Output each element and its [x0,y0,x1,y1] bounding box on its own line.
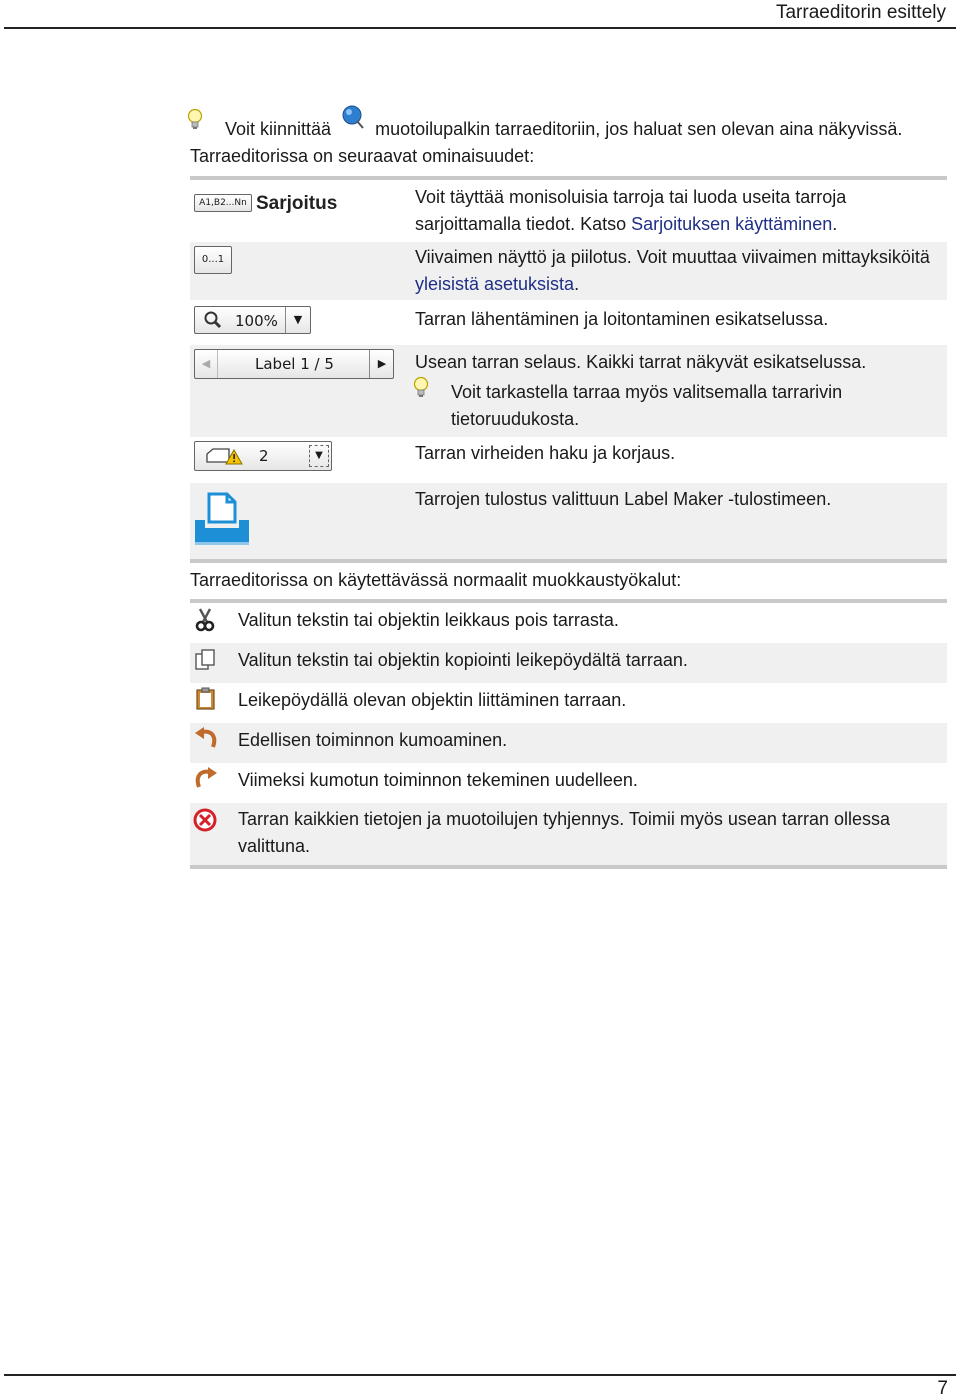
label-counter: Label 1 / 5 [255,355,334,373]
clear-icon[interactable] [193,808,217,837]
errors-description: Tarran virheiden haku ja korjaus. [415,443,676,463]
navigation-tip: Voit tarkastella tarraa myös valitsemalla tarrarivin tietoruudukosta. [451,382,843,429]
serialize-label: Sarjoitus [256,193,338,214]
magnifier-icon [203,310,223,334]
tool-copy-text: Valitun tekstin tai objektin kopiointi leikepöydältä tarraan. [238,650,688,670]
redo-icon[interactable] [193,767,219,796]
ruler-icon: 0...1 [201,254,225,265]
undo-icon[interactable] [193,727,219,756]
page-header-title: Tarraeditorin esittely [775,2,946,23]
error-check-control[interactable] [194,441,332,471]
previous-label-button[interactable]: ◀ [195,350,218,378]
next-label-button[interactable]: ▶ [369,350,394,378]
zoom-value: 100% [235,312,278,330]
general-settings-link[interactable]: yleisistä asetuksista [415,274,575,294]
navigation-description: Usean tarran selaus. Kaikki tarrat näkyvät esikatselussa. [415,352,867,372]
tip-text-before: Voit kiinnittää [225,119,332,139]
serialize-link[interactable]: Sarjoituksen käyttäminen [631,214,833,234]
tools-top-rule [190,599,947,603]
table-bottom-rule [190,559,947,563]
page-number: 7 [937,1378,948,1399]
ruler-description: Viivaimen näyttö ja piilotus. Voit muuttaa viivaimen mittayksiköitä yleisistä asetuksista. [415,247,930,294]
tools-bottom-rule [190,865,947,869]
serialize-description: Voit täyttää monisoluisia tarroja tai luoda useita tarroja sarjoittamalla tiedot. Katso Sarjoituksen käyttäminen. [415,187,847,234]
lightbulb-icon [413,376,429,405]
pin-icon [340,112,366,134]
ruler-toggle-button[interactable] [194,246,232,274]
lightbulb-icon [187,108,203,137]
intro-text-tools: Tarraeditorissa on käytettävässä normaalit muokkaustyökalut: [190,570,682,590]
label-navigator[interactable] [194,349,394,379]
tip-line [225,112,902,143]
paste-icon[interactable] [195,687,217,716]
zoom-description: Tarran lähentäminen ja loitontaminen esikatselussa. [415,309,829,329]
tool-cut-text: Valitun tekstin tai objektin leikkaus pois tarrasta. [238,610,619,630]
tip-text-after: muotoilupalkin tarraeditoriin, jos haluat sen olevan aina näkyvissä. [375,119,903,139]
zoom-dropdown-button[interactable]: ▼ [285,307,310,333]
scissors-icon[interactable] [194,607,216,638]
table-top-rule [190,176,947,180]
header-rule [4,27,956,29]
tool-paste-text: Leikepöydällä olevan objektin liittäminen tarraan. [238,690,627,710]
error-count: 2 [259,447,269,465]
copy-icon[interactable] [194,648,218,677]
print-icon[interactable] [193,492,253,553]
intro-text-features: Tarraeditorissa on seuraavat ominaisuudet: [190,146,535,166]
tool-redo-text: Viimeksi kumotun toiminnon tekeminen uudelleen. [238,770,638,790]
error-dropdown-button[interactable]: ▼ [309,445,329,467]
tool-undo-text: Edellisen toiminnon kumoaminen. [238,730,508,750]
serialize-icon[interactable]: A1,B2...Nn [194,194,252,212]
footer-rule [4,1374,956,1376]
warning-icon [205,446,243,470]
print-description: Tarrojen tulostus valittuun Label Maker -tulostimeen. [415,489,832,509]
tool-clear-text: Tarran kaikkien tietojen ja muotoilujen tyhjennys. Toimii myös usean tarran ollessa valittuna. [238,809,890,856]
zoom-control[interactable] [194,306,311,334]
